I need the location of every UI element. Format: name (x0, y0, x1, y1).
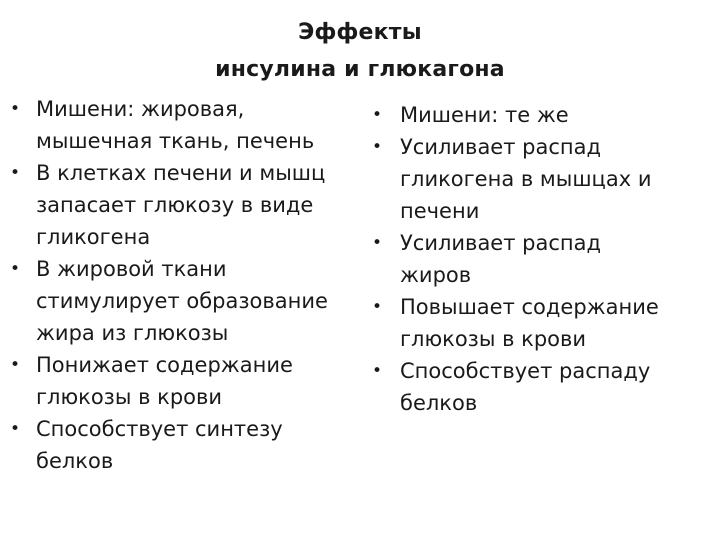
item-line: Мишени: жировая, (36, 97, 245, 121)
item-line: гликогена в мышцах и (400, 167, 652, 191)
item-line: Усиливает распад (400, 135, 601, 159)
title-line-1: Эффекты (298, 20, 422, 45)
list-item (10, 157, 355, 253)
item-line: печени (400, 199, 480, 223)
bullet-icon: • (372, 297, 383, 317)
list-item (372, 227, 712, 291)
glucagon-effects-list (372, 99, 712, 419)
list-item (10, 413, 355, 477)
item-line: стимулирует образование (36, 289, 328, 313)
insulin-effects-list (10, 93, 355, 477)
bullet-icon: • (10, 163, 21, 183)
bullet-icon: • (10, 259, 21, 279)
item-line: запасает глюкозу в виде (36, 193, 314, 217)
bullet-icon: • (372, 233, 383, 253)
item-line: жиров (400, 263, 472, 287)
item-line: мышечная ткань, печень (36, 129, 315, 153)
item-line: глюкозы в крови (400, 327, 587, 351)
bullet-icon: • (372, 137, 383, 157)
list-item (372, 131, 712, 227)
item-line: глюкозы в крови (36, 385, 223, 409)
item-line: Повышает содержание (400, 295, 659, 319)
item-line: Способствует синтезу (36, 417, 283, 441)
bullet-icon: • (372, 105, 383, 125)
bullet-icon: • (372, 361, 383, 381)
item-line: белков (36, 449, 114, 473)
bullet-icon: • (10, 355, 21, 375)
item-line: гликогена (36, 225, 151, 249)
title-line-2: инсулина и глюкагона (215, 57, 505, 82)
list-item (10, 253, 355, 349)
list-item (372, 99, 712, 131)
list-item (372, 291, 712, 355)
item-line: белков (400, 391, 478, 415)
item-line: Понижает содержание (36, 353, 293, 377)
item-line: Усиливает распад (400, 231, 601, 255)
item-line: В жировой ткани (36, 257, 227, 281)
item-line: В клетках печени и мышц (36, 161, 326, 185)
list-item (372, 355, 712, 419)
slide-title (150, 14, 570, 88)
item-line: жира из глюкозы (36, 321, 229, 345)
item-line: Способствует распаду (400, 359, 651, 383)
list-item (10, 349, 355, 413)
bullet-icon: • (10, 99, 21, 119)
item-line: Мишени: те же (400, 103, 569, 127)
list-item (10, 93, 355, 157)
bullet-icon: • (10, 419, 21, 439)
